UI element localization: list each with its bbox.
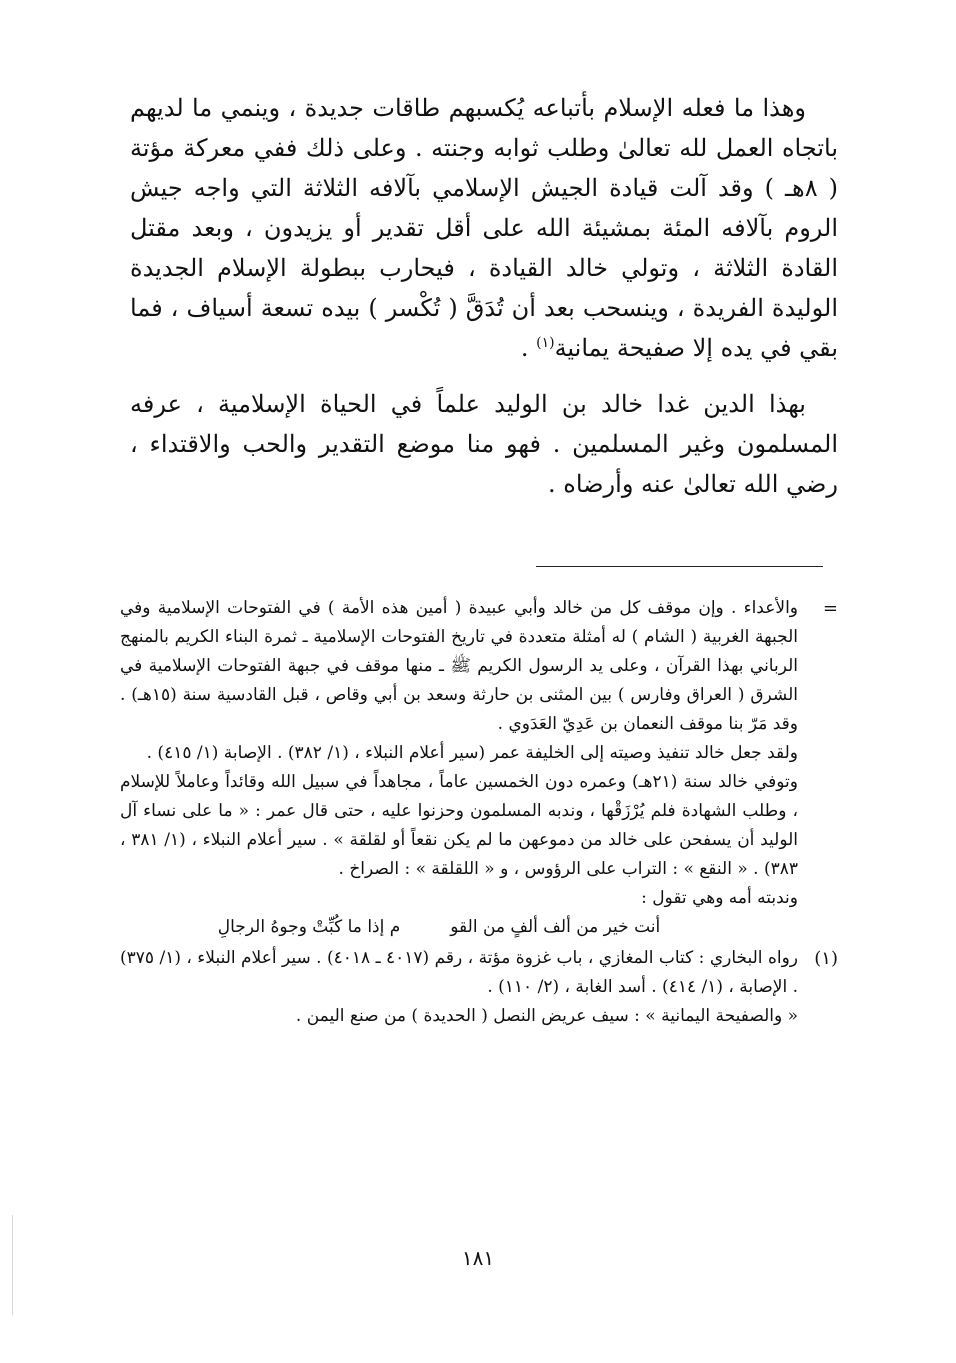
continuation-marker: = (822, 598, 838, 619)
footnote-line: « والصفيحة اليمانية » : سيف عريض النصل ( الحديدة ) من صنع اليمن . (295, 1006, 798, 1026)
footnote-line: وتوفي خالد سنة (٢١هـ) وعمره دون الخمسين عاماً ، مجاهداً في سبيل الله وقائداً وعاملاً للإسلام ، وطلب الشهادة فلم يُرْزَقْها ، وندبه المسلمون وحزنوا عليه ، حتى قال عمر : « ما على نساء آل الوليد أن يسفحن على خالد من دموعهن ما لم يكن نقعاً أو لقلقة » . سير أعلام النبلاء ، (١/ ٣٨١ ، ٣٨٣) . « النقع » : التراب على الرؤوس ، و « اللقلقة » : الصراخ . (120, 772, 798, 879)
footnote-separator (536, 566, 823, 567)
footnote-continuation (120, 594, 838, 942)
main-paragraph: بهذا الدين غدا خالد بن الوليد علماً في الحياة الإسلامية ، عرفه المسلمون وغير المسلمين . فهو منا موضع التقدير والحب والاقتداء ، رضي الله تعالىٰ عنه وأرضاه . (130, 390, 838, 498)
footnote-reference: (١) (536, 335, 555, 351)
paragraph-end: . (520, 334, 537, 362)
footnotes (120, 594, 838, 1031)
footnote-1 (120, 944, 838, 1031)
footnote-line: والأعداء . وإن موقف كل من خالد وأبي عبيدة ( أمين هذه الأمة ) في الفتوحات الإسلامية وفي الجبهة الغربية ( الشام ) له أمثلة متعددة في تاريخ الفتوحات الإسلامية ـ ثمرة البناء الكريم بالمنهج الرباني بهذا القرآن ، وعلى يد الرسول الكريم ﷺ ـ منها موقف في جبهة الفتوحات الإسلامية في الشرق ( العراق وفارس ) بين المثنى بن حارثة وسعد بن أبي وقاص ، قبل القادسية سنة (١٥هـ) . وقد مَرّ بنا موقف النعمان بن عَدِيّ العَدَوي . (120, 598, 798, 734)
footnote-number: (١) (814, 948, 838, 969)
page-number: ١٨١ (461, 1246, 495, 1270)
footnote-line: وندبته أمه وهي تقول : (641, 888, 798, 908)
poetry-verse (120, 913, 798, 942)
main-paragraph (130, 88, 838, 368)
footnote-body (120, 594, 798, 942)
footnote-line: رواه البخاري : كتاب المغازي ، باب غزوة مؤتة ، رقم (٤٠١٧ ـ ٤٠١٨) . سير أعلام النبلاء ، (١/ ٣٧٥) . الإصابة ، (١/ ٤١٤) . أسد الغابة ، (٢/ ١١٠) . (120, 948, 798, 997)
footnote-line: ولقد جعل خالد تنفيذ وصيته إلى الخليفة عمر (سير أعلام النبلاء ، (١/ ٣٨٢) . الإصابة (١/ ٤١٥) . (146, 743, 798, 763)
verse-second-hemistich: م إذا ما كُبِّتْ وجوهُ الرجالِ (217, 917, 401, 937)
footnote-body (120, 944, 798, 1031)
paragraph-text: وهذا ما فعله الإسلام بأتباعه يُكسبهم طاقات جديدة ، وينمي ما لديهم باتجاه العمل لله تعالىٰ وطلب ثوابه وجنته . وعلى ذلك ففي معركة مؤتة ( ٨هـ ) وقد آلت قيادة الجيش الإسلامي بآلافه الثلاثة التي واجه جيش الروم بآلافه المئة بمشيئة الله على أقل تقدير أو يزيدون ، وبعد مقتل القادة الثلاثة ، وتولي خالد القيادة ، فيحارب ببطولة الإسلام الجديدة الوليدة الفريدة ، وينسحب بعد أن تُدَقَّ ( تُكْسر ) بيده تسعة أسياف ، فما بقي في يده إلا صفيحة يمانية (130, 94, 838, 362)
scan-edge-mark (12, 1215, 13, 1315)
main-text (130, 88, 838, 504)
verse-first-hemistich: أنت خير من ألف ألفٍ من القو (450, 917, 661, 937)
